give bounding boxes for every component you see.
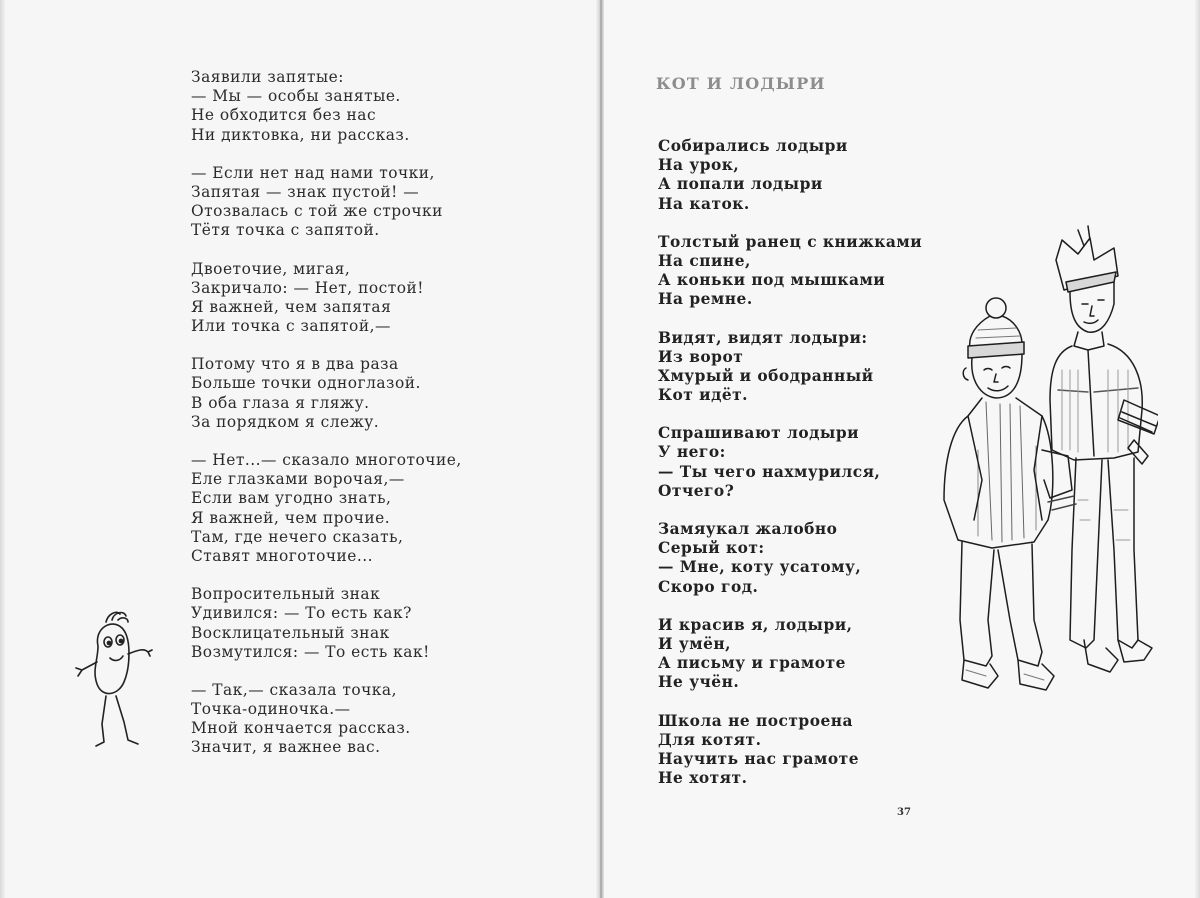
left-page bbox=[0, 0, 598, 898]
poem-line: Еле глазками ворочая,— bbox=[191, 470, 405, 489]
poem-line: Научить нас грамоте bbox=[658, 749, 859, 768]
poem-stanza bbox=[658, 233, 922, 310]
poem-stanza bbox=[658, 137, 922, 214]
poem-line: Видят, видят лодыри: bbox=[658, 328, 868, 347]
poem-stanza bbox=[658, 520, 922, 597]
poem-line: Тётя точка с запятой. bbox=[191, 221, 380, 240]
poem-line: Запятая — знак пустой! — bbox=[191, 182, 420, 201]
poem-line: Отчего? bbox=[658, 481, 735, 500]
poem-line: Скоро год. bbox=[658, 577, 759, 596]
poem-line: Из ворот bbox=[658, 347, 744, 366]
poem-line: И умён, bbox=[658, 634, 732, 653]
poem-line: У него: bbox=[658, 443, 726, 462]
right-poem bbox=[658, 137, 922, 807]
poem-stanza bbox=[658, 712, 922, 789]
poem-line: Точка-одиночка.— bbox=[191, 700, 351, 719]
poem-stanza bbox=[658, 424, 922, 501]
poem-line: На спине, bbox=[658, 251, 751, 270]
poem-line: — Мы — особы занятые. bbox=[191, 87, 401, 106]
poem-line: И красив я, лодыри, bbox=[658, 615, 853, 634]
page-number: 37 bbox=[897, 807, 911, 818]
left-page-edge bbox=[0, 0, 6, 898]
poem-line: Потому что я в два раза bbox=[191, 355, 399, 374]
poem-line: А попали лодыри bbox=[658, 175, 823, 194]
poem-line: На урок, bbox=[658, 156, 740, 175]
poem-line: Мной кончается рассказ. bbox=[191, 719, 411, 738]
right-page-edge bbox=[1194, 0, 1200, 898]
poem-line: Не обходится без нас bbox=[191, 106, 377, 125]
poem-line: А коньки под мышками bbox=[658, 271, 886, 290]
poem-line: Ставят многоточие... bbox=[191, 546, 374, 565]
poem-line: Возмутился: — То есть как! bbox=[191, 642, 430, 661]
poem-line: Хмурый и ободранный bbox=[658, 366, 874, 385]
poem-line: Толстый ранец с книжками bbox=[658, 232, 923, 251]
poem-line: Если вам угодно знать, bbox=[191, 489, 392, 508]
poem-line: Ни диктовка, ни рассказ. bbox=[191, 125, 410, 144]
poem-line: — Мне, коту усатому, bbox=[658, 558, 862, 577]
poem-line: Или точка с запятой,— bbox=[191, 317, 391, 336]
poem-line: Двоеточие, мигая, bbox=[191, 259, 351, 278]
poem-line: — Нет...— сказало многоточие, bbox=[191, 451, 462, 469]
poem-line: Замяукал жалобно bbox=[658, 520, 838, 538]
poem-line: Я важней, чем прочие. bbox=[191, 508, 391, 527]
poem-line: А письму и грамоте bbox=[658, 654, 846, 673]
poem-stanza bbox=[191, 164, 462, 241]
poem-line: Для котят. bbox=[658, 730, 762, 749]
poem-stanza bbox=[191, 68, 462, 145]
poem-line: Спрашивают лодыри bbox=[658, 424, 860, 443]
poem-line: Кот идёт. bbox=[658, 386, 749, 405]
poem-line: На ремне. bbox=[658, 290, 753, 309]
poem-line: Школа не построена bbox=[658, 711, 853, 730]
poem-stanza bbox=[658, 329, 922, 406]
poem-stanza bbox=[191, 585, 462, 662]
poem-stanza bbox=[658, 616, 922, 693]
poem-line: На каток. bbox=[658, 194, 750, 213]
poem-title: КОТ И ЛОДЫРИ bbox=[656, 74, 826, 93]
comma-character-icon bbox=[68, 606, 158, 755]
two-boys-illustration-icon bbox=[938, 220, 1158, 704]
poem-stanza bbox=[191, 355, 462, 432]
poem-line: За порядком я слежу. bbox=[191, 412, 380, 431]
poem-line: — Ты чего нахмурился, bbox=[658, 462, 881, 481]
poem-line: Я важней, чем запятая bbox=[191, 297, 392, 316]
poem-line: Больше точки одноглазой. bbox=[191, 374, 421, 393]
poem-stanza bbox=[191, 260, 462, 337]
poem-line: — Так,— сказала точка, bbox=[191, 680, 397, 699]
poem-line: В оба глаза я гляжу. bbox=[191, 393, 370, 412]
poem-line: Там, где нечего сказать, bbox=[191, 527, 404, 546]
poem-line: Закричало: — Нет, постой! bbox=[191, 278, 424, 297]
poem-line: Отозвалась с той же строчки bbox=[191, 202, 443, 221]
poem-line: Серый кот: bbox=[658, 539, 765, 558]
poem-line: Заявили запятые: bbox=[191, 68, 344, 86]
poem-line: Вопросительный знак bbox=[191, 585, 381, 604]
poem-line: Не хотят. bbox=[658, 769, 748, 788]
poem-stanza bbox=[191, 451, 462, 566]
poem-line: Удивился: — То есть как? bbox=[191, 604, 412, 623]
poem-line: Значит, я важнее вас. bbox=[191, 738, 381, 757]
poem-line: Восклицательный знак bbox=[191, 623, 390, 642]
poem-line: Собирались лодыри bbox=[658, 137, 848, 155]
poem-stanza bbox=[191, 681, 462, 758]
poem-line: Не учён. bbox=[658, 673, 740, 692]
left-poem bbox=[191, 68, 462, 777]
poem-line: — Если нет над нами точки, bbox=[191, 163, 435, 182]
